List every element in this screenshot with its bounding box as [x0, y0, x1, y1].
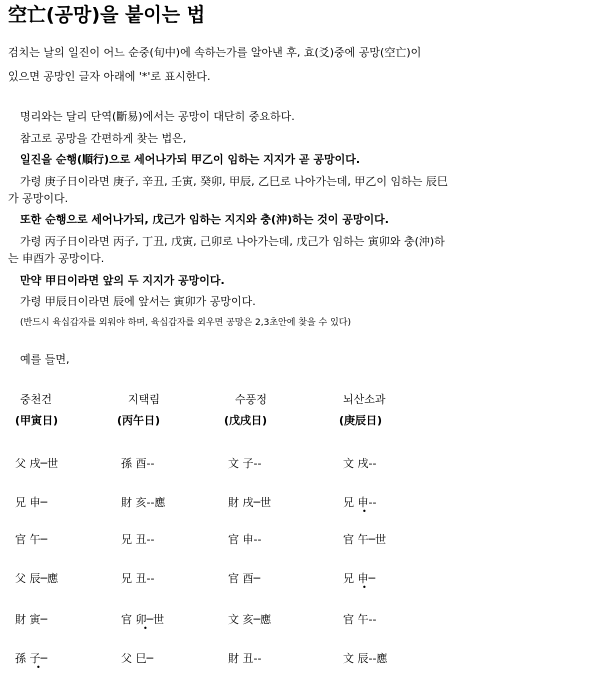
line-cell: 兄 丑--: [121, 533, 155, 546]
line-cell: 兄 申─: [15, 496, 48, 509]
line-cell: 官 午─: [15, 533, 48, 546]
text-line: 가 공망이다.: [8, 192, 69, 205]
text-line: 가령 丙子日이라면 丙子, 丁丑, 戊寅, 己卯로 나아가는데, 戊己가 임하는 寅卯와 충(沖)하: [20, 235, 445, 248]
line-cell: 孫 酉--: [121, 457, 155, 470]
line-cell: 父 辰─應: [15, 572, 59, 585]
memo-note: (반드시 육십갑자를 외워야 하며, 육십갑자를 외우면 공망은 2,3초안에 찾을 수 있다): [20, 318, 352, 328]
line-cell: 官 申--: [228, 533, 262, 546]
kongmang-mark: •: [362, 583, 367, 592]
line-cell: 文 子--: [228, 457, 262, 470]
text-line: 참고로 공망을 간편하게 찾는 법은,: [20, 132, 187, 145]
text-line-bold: 만약 甲日이라면 앞의 두 지지가 공망이다.: [20, 274, 225, 287]
text-line: 가령 庚子日이라면 庚子, 辛丑, 壬寅, 癸卯, 甲辰, 乙巳로 나아가는데, 甲乙이 임하는 辰巳: [20, 175, 448, 188]
line-cell: 文 亥─應: [228, 613, 272, 626]
line-cell: 財 亥--應: [121, 496, 166, 509]
text-line: 가령 甲辰日이라면 辰에 앞서는 寅卯가 공망이다.: [20, 295, 256, 308]
line-cell: 財 寅─: [15, 613, 48, 626]
day-label-1: (甲寅日): [15, 414, 59, 427]
intro-line-1: 검치는 날의 일진이 어느 순중(旬中)에 속하는가를 알아낸 후, 효(爻)중에 공망(空亡)이: [8, 46, 422, 59]
line-cell: 官 午─世: [343, 533, 387, 546]
line-cell: 孫 子─: [15, 652, 48, 665]
text-line-bold: 일진을 순행(順行)으로 세어나가되 甲乙이 임하는 지지가 곧 공망이다.: [20, 153, 361, 166]
hexagram-name-2: 지택림: [128, 393, 160, 406]
day-label-3: (戊戌日): [224, 414, 268, 427]
hexagram-name-4: 뇌산소과: [343, 393, 386, 406]
kongmang-mark: •: [362, 507, 367, 516]
kongmang-mark: •: [143, 624, 148, 633]
day-label-4: (庚辰日): [339, 414, 383, 427]
line-cell: 官 酉─: [228, 572, 261, 585]
line-cell: 父 戌─世: [15, 457, 59, 470]
line-cell: 兄 丑--: [121, 572, 155, 585]
line-cell: 官 午--: [343, 613, 377, 626]
hexagram-name-1: 중천건: [20, 393, 52, 406]
example-label: 예를 들면,: [20, 353, 70, 366]
line-cell: 兄 申─: [343, 572, 376, 585]
line-cell: 財 戌─世: [228, 496, 272, 509]
line-cell: 文 辰--應: [343, 652, 388, 665]
page-title: 空亡(공망)을 붙이는 법: [8, 4, 206, 26]
line-cell: 官 卯─世: [121, 613, 165, 626]
intro-line-2: 있으면 공망인 글자 아래에 '*'로 표시한다.: [8, 70, 211, 83]
day-label-2: (丙午日): [117, 414, 161, 427]
line-cell: 文 戌--: [343, 457, 377, 470]
kongmang-mark: •: [36, 663, 41, 672]
text-line: 명리와는 달리 단역(斷易)에서는 공망이 대단히 중요하다.: [20, 110, 295, 123]
line-cell: 父 巳─: [121, 652, 154, 665]
text-line-bold: 또한 순행으로 세어나가되, 戊己가 임하는 지지와 충(沖)하는 것이 공망이다.: [20, 213, 389, 226]
hexagram-name-3: 수풍정: [235, 393, 267, 406]
line-cell: 兄 申--: [343, 496, 377, 509]
line-cell: 財 丑--: [228, 652, 262, 665]
text-line: 는 申酉가 공망이다.: [8, 252, 105, 265]
